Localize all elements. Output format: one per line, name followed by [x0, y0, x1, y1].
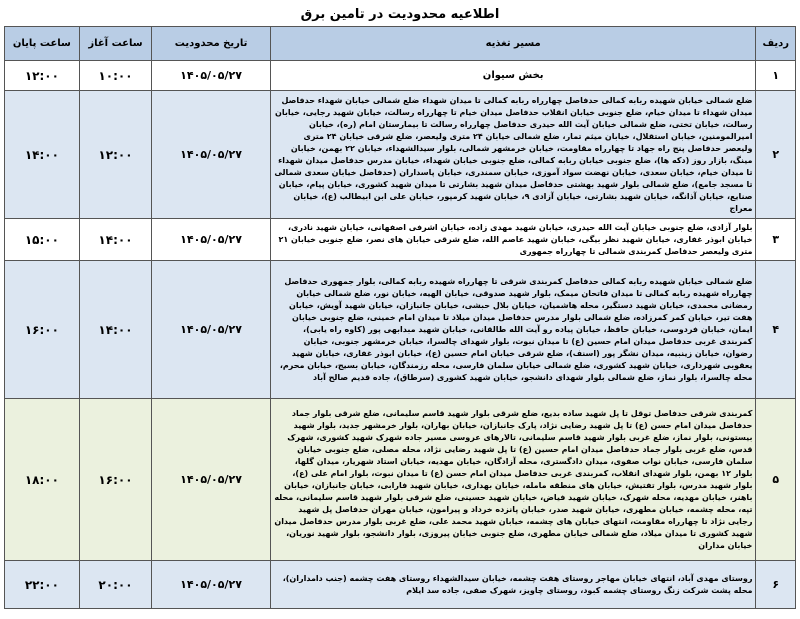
row-number: ۴: [756, 261, 796, 399]
end-time-cell: ۱۴:۰۰: [5, 91, 80, 219]
route-cell: بلوار آزادی، ضلع جنوبی خیابان آیت الله حیدری، خیابان شهید مهدی زاده، خیابان اشرفی اصفهانی، خیابان شهید نادری، خیابان ابوذر غفاری، خیابان شهید نظر بیگی، خیابان شهید عاصم الله، ضلع شرقی خیابان های نصر، ضلع جنوبی خیابان ۲۱ متری ولیعصر حدفاصل کمربندی شمالی تا چهارراه جمهوری: [270, 219, 756, 261]
end-time-cell: ۱۸:۰۰: [5, 399, 80, 561]
date-cell: ۱۴۰۵/۰۵/۲۷: [152, 561, 271, 609]
end-time-cell: ۱۶:۰۰: [5, 261, 80, 399]
header-start: ساعت آغاز: [79, 27, 152, 61]
route-cell: روستای مهدی آباد، انتهای خیابان مهاجر روستای هفت چشمه، خیابان سیدالشهداء روستای هفت چشمه (جنب دامداران)، محله پشت شرکت زنگ روستای چشمه کبود، روستای چاویز، شهرک صفی، جاده سد ایلام: [270, 561, 756, 609]
start-time-cell: ۱۶:۰۰: [79, 399, 152, 561]
notice-title: اطلاعیه محدودیت در تامین برق: [300, 7, 500, 22]
row-number: ۲: [756, 91, 796, 219]
route-cell: ضلع شمالی خیابان شهیده ربابه کمالی حدفاصل کمربندی شرقی تا چهارراه شهیده ربابه کمالی، بلوار جمهوری حدفاصل چهارراه شهیده ربابه کمالی تا میدان فاتحان میمک، بلوار شهید صدوقی، خیابان الهیه، خیابان نور، ضلع شمالی خیابان رمضانی محمدی، خیابان شهید دستگیر، محله هاشمیان، خیابان بلال حبشی، خیابان جانبازان، خیابان شهید آویش، خیابان هفت تیر، خیابان کمر کمرزاده، ضلع شمالی بلوار مدرس حدفاصل میدان میلاد تا میدان امام خمینی، ضلع جنوبی خیابان ایمان، خیابان فردوسی، خیابان حافظ، خیابان پیاده رو آیت الله طالقانی، خیابان شهید مبدابهی پور (کاوه راه یابی)، کمربندی غربی حدفاصل میدان امام حسین (ع) تا میدان نبوت، بلوار شهدای چالسرا، خیابان خرمشهر جنوبی، خیابان رضوان، خیابان زینبیه، میدان نشگر پور (اسنف)، ضلع شرقی خیابان امام حسین (ع)، خیابان ابوذر غفاری، خیابان شهید یعقوبی شهرداری، خیابان شهید کشوری، ضلع شمالی خیابان سلمان فارسی، محله رزمندگان، خیابان بسیج، خیابان محرم، محله چالسرا، بلوار نماز، ضلع شمالی بلوار شهدای دانشجو، خیابان شهید کشوری (سرطاق)، جاده قدیم صالح آباد: [270, 261, 756, 399]
start-time-cell: ۱۴:۰۰: [79, 219, 152, 261]
header-row: [5, 27, 796, 61]
table-row: [5, 561, 796, 609]
header-date: تاریخ محدودیت: [152, 27, 271, 61]
table-row: [5, 219, 796, 261]
date-cell: ۱۴۰۵/۰۵/۲۷: [152, 261, 271, 399]
start-time-cell: ۲۰:۰۰: [79, 561, 152, 609]
date-cell: ۱۴۰۵/۰۵/۲۷: [152, 399, 271, 561]
row-number: ۳: [756, 219, 796, 261]
row-number: ۶: [756, 561, 796, 609]
route-cell: کمربندی شرقی حدفاصل توقل تا پل شهید ساده بدیع، ضلع شرقی بلوار شهید قاسم سلیمانی، ضلع شرقی بلوار جماد حدفاصل میدان امام حسن (ع) تا پل شهید رضایی نژاد، پارک جانبازان، خیابان بهاران، بلوار خرمشهر جدید، بلوار شهید بیستونی، بلوار نماز، ضلع غربی بلوار شهید قاسم سلیمانی، تالارهای عروسی مسیر جاده شهرک شهید کشوری، شهرک قدس، ضلع غربی بلوار جماد حدفاصل میدان امام حسین (ع) تا پل شهید رضایی نژاد، محله مصلی، ضلع جنوبی خیابان سلمان فارسی، خیابان نواب صفوی، میدان دادگستری، محله آزادگان، خیابان مهدیه، خیابان استاد شهریار، میدان گلها، بلوار ۱۲ بهمن، بلوار شهدای انقلاب، کمربندی غربی حدفاصل میدان امام حسن (ع) تا میدان نبوت، بلوار امام علی (ع)، بلوار شهید مدرس، بلوار تفتیش، خیابان های منطقه مامله، خیابان بهداری، خیابان شهید فارابی، خیابان جانبازان، خیابان باهنر، خیابان مهدیه، محله شهرک، خیابان شهید فیاض، خیابان شهید حسینی، ضلع شرقی بلوار شهید قاسم سلیمانی، محله تپه، محله چشمه، خیابان مطهری، خیابان شهید صدر، خیابان پانزده خرداد و پیرامون، خیابان مهران حدفاصل پل شهید رجایی نژاد تا چهارراه مقاومت، انتهای خیابان های چشمه، خیابان شهید محمد علی، ضلع غربی بلوار مدرس حدفاصل میدان شهید کشوری تا میدان میلاد، ضلع شمالی خیابان مطهری، ضلع جنوبی خیابان پیروزی، بلوار دانشجو، بلوار شهید نوریان، خیابان مداران: [270, 399, 756, 561]
table-row: [5, 261, 796, 399]
outage-table: [4, 26, 796, 609]
end-time-cell: ۱۵:۰۰: [5, 219, 80, 261]
header-row-no: ردیف: [756, 27, 796, 61]
date-cell: ۱۴۰۵/۰۵/۲۷: [152, 91, 271, 219]
start-time-cell: ۱۰:۰۰: [79, 61, 152, 91]
table-row: [5, 399, 796, 561]
end-time-cell: ۱۲:۰۰: [5, 61, 80, 91]
end-time-cell: ۲۲:۰۰: [5, 561, 80, 609]
table-row: [5, 61, 796, 91]
header-end: ساعت پایان: [5, 27, 80, 61]
table-row: [5, 91, 796, 219]
row-number: ۱: [756, 61, 796, 91]
date-cell: ۱۴۰۵/۰۵/۲۷: [152, 219, 271, 261]
header-route: مسیر تغذیه: [270, 27, 756, 61]
date-cell: ۱۴۰۵/۰۵/۲۷: [152, 61, 271, 91]
route-cell: بخش سیوان: [270, 61, 756, 91]
start-time-cell: ۱۴:۰۰: [79, 261, 152, 399]
row-number: ۵: [756, 399, 796, 561]
route-cell: ضلع شمالی خیابان شهیده ربابه کمالی حدفاصل چهارراه ربابه کمالی تا میدان شهداء ضلع شمالی خیابان شهداء حدفاصل میدان شهداء تا میدان خیام، ضلع جنوبی خیابان انقلاب حدفاصل میدان خیام تا چهارراه رسالت، خیابان شهید رجایی، خیابان رسالت، خیابان تختی، ضلع شمالی خیابان آیت الله حیدری حدفاصل چهارراه رسالت تا بیمارستان امام (ره)، خیابان امیرالمومنین، خیابان استقلال، خیابان میثم تمار، ضلع شمالی خیابان ۲۴ متری ولیعصر، ضلع شرقی خیابان ۲۴ متری ولیعصر حدفاصل پنج راه جهاد تا چهارراه مقاومت، خیابان خرمشهر شمالی، بلوار سیدالشهداء، خیابان ۲۲ بهمن، خیابان مینگ، بازار روز (دکه ها)، ضلع جنوبی خیابان ربابه کمالی، ضلع جنوبی خیابان شهداء، خیابان مدرس حدفاصل میدان شهداء تا میدان خیام، خیابان سعدی، خیابان نهضت سواد آموزی، خیابان سمندری، خیابان پاسداران (حدفاصل خیابان سعدی شمالی تا مسجد جامع)، ضلع شمالی بلوار شهید بهشتی حدفاصل میدان شهید بشارتی تا میدان شهید کشوری، خیابان پیام، خیابان صنایع، خیابان آذانگه، خیابان شهید بشارتی، خیابان آزادی ۹، خیابان شهید کرمپور، خیابان علی ابن ابیطالب (ع)، خیابان معراج: [270, 91, 756, 219]
start-time-cell: ۱۲:۰۰: [79, 91, 152, 219]
